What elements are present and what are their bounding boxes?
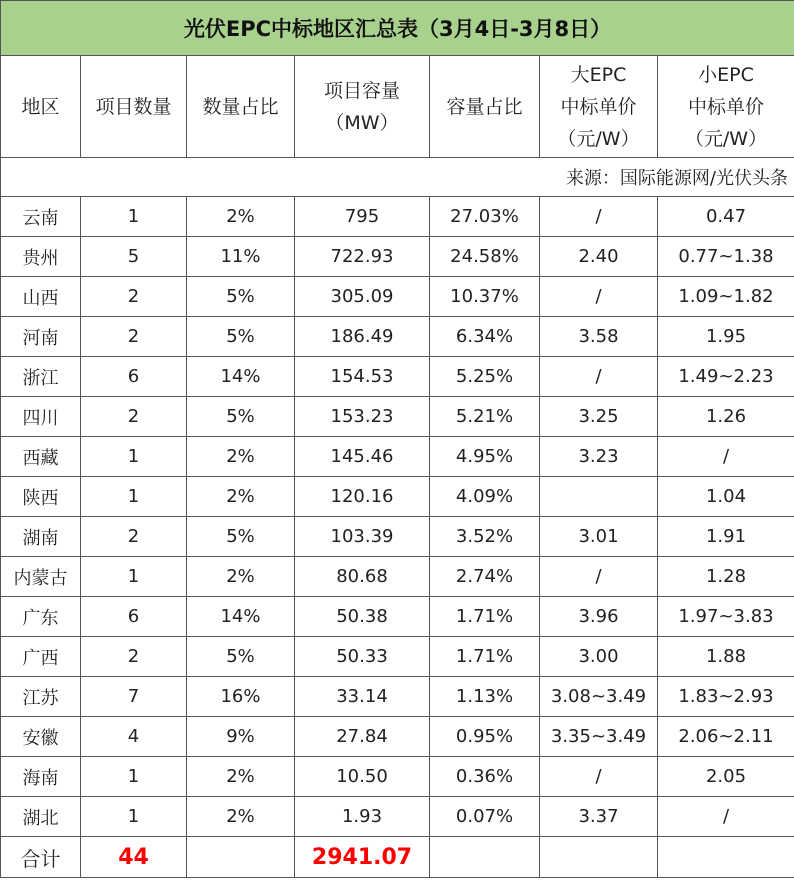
cell-count: 6 xyxy=(81,357,187,397)
cell-capacity: 120.16 xyxy=(295,477,430,517)
cell-count-pct: 14% xyxy=(187,357,295,397)
cell-big: / xyxy=(540,197,658,237)
cell-cap-pct: 1.71% xyxy=(430,597,540,637)
cell-capacity: 50.33 xyxy=(295,637,430,677)
title-row xyxy=(1,1,794,56)
table-row xyxy=(1,597,794,637)
header-count: 项目数量 xyxy=(81,56,187,158)
cell-count: 2 xyxy=(81,277,187,317)
source-row xyxy=(1,158,794,197)
cell-count-pct: 2% xyxy=(187,757,295,797)
cell-count: 5 xyxy=(81,237,187,277)
source-note: 来源：国际能源网/光伏头条 xyxy=(1,158,794,197)
cell-capacity: 186.49 xyxy=(295,317,430,357)
cell-small: / xyxy=(658,797,794,837)
cell-capacity: 795 xyxy=(295,197,430,237)
cell-capacity: 27.84 xyxy=(295,717,430,757)
cell-big: / xyxy=(540,357,658,397)
cell-count: 7 xyxy=(81,677,187,717)
cell-capacity: 50.38 xyxy=(295,597,430,637)
header-small-line3: （元/W） xyxy=(684,127,768,150)
cell-big: 3.23 xyxy=(540,437,658,477)
table-row xyxy=(1,557,794,597)
cell-big: 3.01 xyxy=(540,517,658,557)
table-row xyxy=(1,197,794,237)
cell-small: 1.09~1.82 xyxy=(658,277,794,317)
cell-count-pct: 14% xyxy=(187,597,295,637)
cell-capacity: 1.93 xyxy=(295,797,430,837)
cell-capacity: 10.50 xyxy=(295,757,430,797)
cell-big: 3.08~3.49 xyxy=(540,677,658,717)
cell-count: 6 xyxy=(81,597,187,637)
total-empty-4 xyxy=(658,837,794,878)
cell-big: / xyxy=(540,757,658,797)
cell-small: 1.04 xyxy=(658,477,794,517)
cell-region: 湖南 xyxy=(1,517,81,557)
total-empty-3 xyxy=(540,837,658,878)
table-row xyxy=(1,237,794,277)
cell-region: 内蒙古 xyxy=(1,557,81,597)
cell-cap-pct: 0.95% xyxy=(430,717,540,757)
cell-count-pct: 5% xyxy=(187,637,295,677)
cell-capacity: 305.09 xyxy=(295,277,430,317)
table-row xyxy=(1,277,794,317)
total-count: 44 xyxy=(81,837,187,878)
cell-region: 海南 xyxy=(1,757,81,797)
cell-region: 四川 xyxy=(1,397,81,437)
cell-big: 2.40 xyxy=(540,237,658,277)
cell-cap-pct: 4.95% xyxy=(430,437,540,477)
cell-region: 广东 xyxy=(1,597,81,637)
header-region: 地区 xyxy=(1,56,81,158)
cell-count-pct: 2% xyxy=(187,477,295,517)
cell-small: 1.28 xyxy=(658,557,794,597)
header-row xyxy=(1,56,794,158)
header-big-line3: （元/W） xyxy=(557,127,640,150)
cell-count-pct: 16% xyxy=(187,677,295,717)
cell-cap-pct: 3.52% xyxy=(430,517,540,557)
cell-region: 广西 xyxy=(1,637,81,677)
cell-count-pct: 5% xyxy=(187,517,295,557)
cell-small: / xyxy=(658,437,794,477)
table-row xyxy=(1,437,794,477)
cell-region: 江苏 xyxy=(1,677,81,717)
table-row xyxy=(1,637,794,677)
cell-small: 2.06~2.11 xyxy=(658,717,794,757)
cell-region: 云南 xyxy=(1,197,81,237)
header-count-pct: 数量占比 xyxy=(187,56,295,158)
cell-cap-pct: 27.03% xyxy=(430,197,540,237)
cell-small: 1.26 xyxy=(658,397,794,437)
cell-small: 0.47 xyxy=(658,197,794,237)
header-small-line1: 小EPC xyxy=(698,63,754,86)
cell-cap-pct: 0.36% xyxy=(430,757,540,797)
cell-cap-pct: 5.21% xyxy=(430,397,540,437)
cell-capacity: 154.53 xyxy=(295,357,430,397)
table-row xyxy=(1,797,794,837)
header-small-epc xyxy=(658,56,794,158)
cell-count-pct: 5% xyxy=(187,397,295,437)
header-capacity-line2: （MW） xyxy=(325,111,399,134)
cell-region: 西藏 xyxy=(1,437,81,477)
cell-small: 1.88 xyxy=(658,637,794,677)
cell-small: 1.97~3.83 xyxy=(658,597,794,637)
cell-cap-pct: 4.09% xyxy=(430,477,540,517)
cell-big: 3.96 xyxy=(540,597,658,637)
table-row xyxy=(1,357,794,397)
cell-region: 湖北 xyxy=(1,797,81,837)
table-row xyxy=(1,477,794,517)
cell-cap-pct: 0.07% xyxy=(430,797,540,837)
cell-count: 2 xyxy=(81,317,187,357)
cell-count: 2 xyxy=(81,517,187,557)
header-cap-pct: 容量占比 xyxy=(430,56,540,158)
cell-capacity: 80.68 xyxy=(295,557,430,597)
cell-region: 陕西 xyxy=(1,477,81,517)
cell-small: 0.77~1.38 xyxy=(658,237,794,277)
cell-small: 1.91 xyxy=(658,517,794,557)
header-capacity xyxy=(295,56,430,158)
cell-cap-pct: 5.25% xyxy=(430,357,540,397)
table-row xyxy=(1,517,794,557)
cell-region: 安徽 xyxy=(1,717,81,757)
cell-cap-pct: 1.13% xyxy=(430,677,540,717)
table-row xyxy=(1,317,794,357)
cell-cap-pct: 1.71% xyxy=(430,637,540,677)
cell-small: 1.83~2.93 xyxy=(658,677,794,717)
cell-capacity: 722.93 xyxy=(295,237,430,277)
table-row xyxy=(1,397,794,437)
cell-small: 2.05 xyxy=(658,757,794,797)
cell-region: 山西 xyxy=(1,277,81,317)
header-small-line2: 中标单价 xyxy=(687,95,764,118)
cell-region: 贵州 xyxy=(1,237,81,277)
cell-cap-pct: 2.74% xyxy=(430,557,540,597)
cell-region: 河南 xyxy=(1,317,81,357)
cell-big: / xyxy=(540,277,658,317)
table-row xyxy=(1,757,794,797)
header-big-epc xyxy=(540,56,658,158)
total-row xyxy=(1,837,794,878)
total-capacity: 2941.07 xyxy=(295,837,430,878)
cell-count-pct: 2% xyxy=(187,197,295,237)
table-row xyxy=(1,717,794,757)
cell-count: 1 xyxy=(81,757,187,797)
cell-count: 1 xyxy=(81,437,187,477)
cell-big: 3.25 xyxy=(540,397,658,437)
cell-count-pct: 9% xyxy=(187,717,295,757)
cell-region: 浙江 xyxy=(1,357,81,397)
cell-big xyxy=(540,477,658,517)
cell-cap-pct: 10.37% xyxy=(430,277,540,317)
cell-count: 2 xyxy=(81,397,187,437)
cell-big: / xyxy=(540,557,658,597)
cell-count-pct: 5% xyxy=(187,277,295,317)
cell-small: 1.49~2.23 xyxy=(658,357,794,397)
header-big-line1: 大EPC xyxy=(570,63,627,86)
cell-count: 1 xyxy=(81,477,187,517)
cell-cap-pct: 24.58% xyxy=(430,237,540,277)
cell-count-pct: 2% xyxy=(187,557,295,597)
cell-big: 3.35~3.49 xyxy=(540,717,658,757)
cell-big: 3.58 xyxy=(540,317,658,357)
cell-count: 4 xyxy=(81,717,187,757)
cell-count: 1 xyxy=(81,557,187,597)
total-empty-1 xyxy=(187,837,295,878)
cell-count-pct: 2% xyxy=(187,437,295,477)
cell-capacity: 103.39 xyxy=(295,517,430,557)
table-title: 光伏EPC中标地区汇总表（3月4日-3月8日） xyxy=(1,1,794,56)
cell-count: 2 xyxy=(81,637,187,677)
cell-count-pct: 11% xyxy=(187,237,295,277)
cell-capacity: 153.23 xyxy=(295,397,430,437)
cell-small: 1.95 xyxy=(658,317,794,357)
header-capacity-line1: 项目容量 xyxy=(323,79,400,102)
cell-big: 3.37 xyxy=(540,797,658,837)
cell-cap-pct: 6.34% xyxy=(430,317,540,357)
cell-count-pct: 5% xyxy=(187,317,295,357)
total-empty-2 xyxy=(430,837,540,878)
table-row xyxy=(1,677,794,717)
cell-count: 1 xyxy=(81,797,187,837)
cell-capacity: 145.46 xyxy=(295,437,430,477)
cell-big: 3.00 xyxy=(540,637,658,677)
total-label: 合计 xyxy=(1,837,81,878)
header-big-line2: 中标单价 xyxy=(560,95,637,118)
cell-count-pct: 2% xyxy=(187,797,295,837)
cell-capacity: 33.14 xyxy=(295,677,430,717)
cell-count: 1 xyxy=(81,197,187,237)
